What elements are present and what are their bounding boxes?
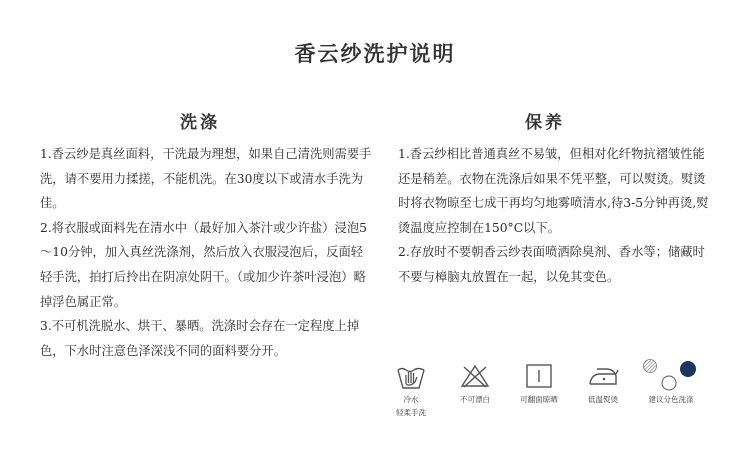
care-paragraph-1: 1.香云纱相比普通真丝不易皱，但相对化纤物抗褶皱性能还是稍差。衣物在洗涤后如果不凭平整，可以熨烫。熨烫时将衣物晾至七成干再均匀地雾喷清水,待3-5分钟再烫,熨烫温度应控制在150°C以下。 <box>398 147 709 235</box>
no-bleach-icon <box>458 358 492 392</box>
no-bleach-label: 不可漂白 <box>460 395 490 404</box>
low-iron-icon <box>586 358 620 392</box>
care-paragraph-2: 2.存放时不要朝香云纱表面喷洒除臭剂、香水等；储藏时不要与樟脑丸放置在一起，以免其变色。 <box>398 245 705 284</box>
care-section <box>398 142 716 290</box>
flat-dry-label: 可翻面晾晒 <box>520 395 558 404</box>
flat-dry-icon <box>522 358 556 392</box>
care-icon-separate-colors <box>635 358 707 405</box>
hand-wash-icon <box>394 358 428 392</box>
wash-paragraph-2: 2.将衣服或面料先在清水中（最好加入茶汁或少许盐）浸泡5～10分钟，加入真丝洗涤剂，然后放入衣服浸泡后，反面轻轻手洗，拍打后拎出在阴凉处阴干。（或加少许茶叶浸泡）略掉浮色属正常。 <box>40 220 367 309</box>
hand-wash-label-1: 冷水 <box>403 395 419 404</box>
care-heading: 保养 <box>525 113 565 133</box>
separate-colors-icon <box>635 358 707 392</box>
wash-paragraph-1: 1.香云纱是真丝面料，干洗最为理想，如果自己清洗则需要手洗，请不要用力揉搓，不能机洗。在30度以下或清水手洗为佳。 <box>40 147 372 211</box>
low-iron-label: 低温熨烫 <box>588 395 618 404</box>
care-icon-no-bleach <box>439 358 511 405</box>
separate-colors-label: 建议分色洗涤 <box>648 395 694 404</box>
care-icons-row <box>385 358 715 418</box>
care-icon-flat-dry <box>503 358 575 405</box>
wash-section <box>40 142 375 363</box>
wash-heading: 洗涤 <box>180 113 220 133</box>
care-icon-low-iron <box>567 358 639 405</box>
hand-wash-label-2: 轻柔手洗 <box>396 408 426 417</box>
page-title: 香云纱洗护说明 <box>294 41 456 66</box>
care-icon-hand-wash <box>375 358 447 418</box>
wash-paragraph-3: 3.不可机洗脱水、烘干、暴晒。洗涤时会存在一定程度上掉色，下水时注意色泽深浅不同的面料要分开。 <box>40 319 360 358</box>
